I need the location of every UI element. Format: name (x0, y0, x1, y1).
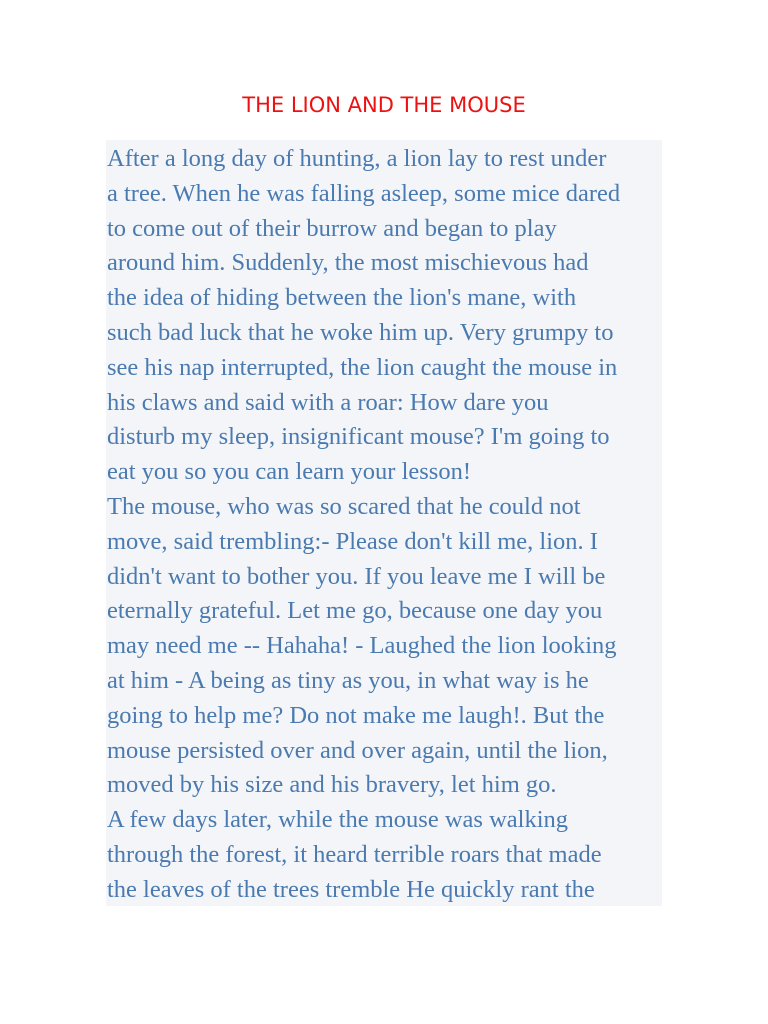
story-line: may need me -- Hahaha! - Laughed the lion looking (107, 632, 617, 660)
story-line: to come out of their burrow and began to play (107, 214, 557, 242)
story-line: didn't want to bother you. If you leave me I will be (107, 562, 606, 590)
story-line: the idea of hiding between the lion's mane, with (107, 284, 577, 312)
story-text-block (106, 140, 662, 906)
story-line: The mouse, who was so scared that he could not (107, 492, 581, 520)
story-line: eternally grateful. Let me go, because one day you (107, 597, 603, 625)
story-line: disturb my sleep, insignificant mouse? I'm going to (107, 423, 610, 451)
story-line: see his nap interrupted, the lion caught the mouse in (107, 353, 618, 381)
story-line: such bad luck that he woke him up. Very grumpy to (107, 318, 614, 346)
story-line: A few days later, while the mouse was walking (107, 806, 569, 834)
story-line: the leaves of the trees tremble He quickly rant the (107, 875, 595, 903)
story-line: going to help me? Do not make me laugh!. But the (107, 701, 605, 729)
story-line: at him - A being as tiny as you, in what way is he (107, 666, 589, 694)
story-line: eat you so you can learn your lesson! (107, 458, 471, 486)
story-line: moved by his size and his bravery, let him go. (107, 771, 557, 799)
story-line: through the forest, it heard terrible roars that made (107, 840, 602, 868)
story-line: mouse persisted over and over again, until the lion, (107, 736, 608, 764)
story-title: THE LION AND THE MOUSE (242, 93, 526, 117)
story-line: After a long day of hunting, a lion lay to rest under (107, 145, 607, 172)
story-line: around him. Suddenly, the most mischievous had (107, 249, 589, 277)
story-line: move, said trembling:- Please don't kill me, lion. I (107, 527, 598, 555)
story-line: a tree. When he was falling asleep, some mice dared (107, 179, 621, 207)
story-line: his claws and said with a roar: How dare you (107, 388, 549, 416)
